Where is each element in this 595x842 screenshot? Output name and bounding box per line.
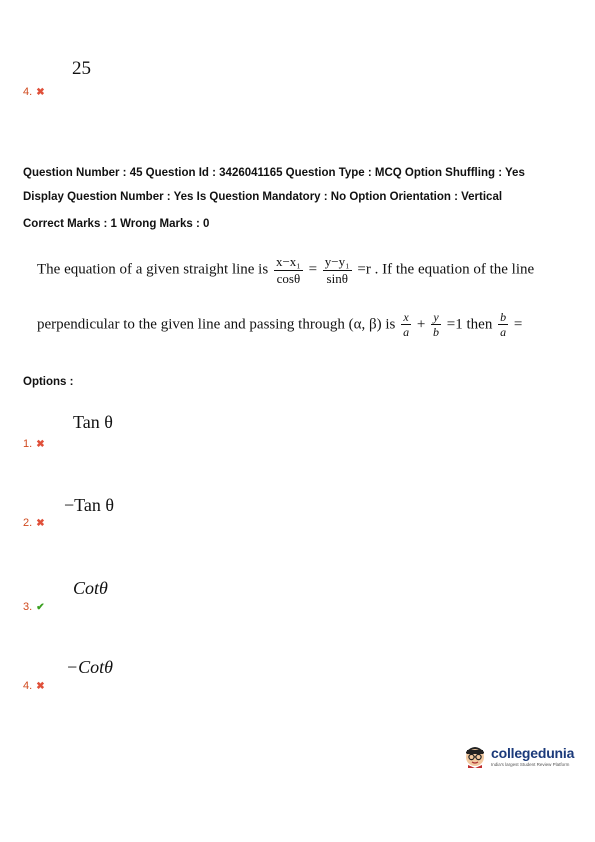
option-3-number [23, 601, 45, 613]
fraction-5 [498, 310, 508, 340]
question-text-line-2 [37, 310, 522, 340]
question-meta-line-3: Correct Marks : 1 Wrong Marks : 0 [23, 218, 210, 230]
fraction-3 [401, 310, 411, 340]
question-text-line-1 [37, 254, 534, 286]
question-line2-prefix: perpendicular to the given line and passing through (α, β) is [37, 316, 400, 333]
logo-tagline: India's largest Student Review Platform [491, 762, 570, 767]
fraction-1-numerator: x−x₁ [275, 254, 301, 269]
fraction-3-denominator: a [403, 325, 410, 340]
option-2-label: 2. [23, 517, 33, 529]
option-2-text: −Tan θ [64, 495, 115, 515]
options-label: Options : [23, 376, 74, 388]
wrong-mark-icon: ✖ [36, 86, 45, 98]
wrong-mark-icon: ✖ [36, 438, 45, 450]
fraction-4 [431, 310, 441, 340]
option-1-number [23, 438, 45, 450]
option-4-text: −Cotθ [66, 657, 113, 677]
fraction-2-denominator: sinθ [326, 270, 348, 286]
fraction-3-numerator: x [403, 310, 409, 324]
option-4-label: 4. [23, 680, 33, 692]
fraction-4-denominator: b [433, 325, 440, 340]
plus-sign: + [416, 316, 426, 333]
option-3-label: 3. [23, 601, 33, 613]
wrong-mark-icon: ✖ [36, 680, 45, 692]
fraction-2-numerator: y−y₁ [324, 254, 350, 269]
question-line1-prefix: The equation of a given straight line is [37, 261, 272, 278]
previous-option-value: 25 [72, 58, 91, 79]
question-line2-mid: =1 then [446, 316, 497, 333]
equals-sign: = [308, 261, 318, 278]
logo-name: collegedunia [491, 745, 575, 761]
previous-option-number [23, 86, 45, 98]
wrong-mark-icon: ✖ [36, 517, 45, 529]
collegedunia-logo [463, 744, 574, 768]
previous-option-label: 4. [23, 86, 33, 98]
option-1-label: 1. [23, 438, 33, 450]
option-1-text: Tan θ [73, 412, 113, 432]
fraction-1 [274, 254, 303, 286]
fraction-4-numerator: y [433, 310, 439, 324]
question-line2-end: = [513, 316, 523, 333]
option-3-text: Cotθ [73, 578, 108, 598]
fraction-2 [323, 254, 352, 286]
mascot-icon [463, 744, 487, 768]
question-meta-line-1: Question Number : 45 Question Id : 3426041165 Question Type : MCQ Option Shuffling : Yes [23, 167, 525, 179]
question-meta-line-2: Display Question Number : Yes Is Question Mandatory : No Option Orientation : Vertical [23, 191, 503, 203]
option-4-number [23, 680, 45, 692]
option-2-number [23, 517, 45, 529]
correct-mark-icon: ✔ [36, 601, 45, 613]
question-line1-suffix: =r . If the equation of the line [357, 261, 535, 278]
fraction-5-numerator: b [500, 310, 507, 324]
fraction-1-denominator: cosθ [276, 270, 301, 286]
fraction-5-denominator: a [500, 325, 507, 340]
